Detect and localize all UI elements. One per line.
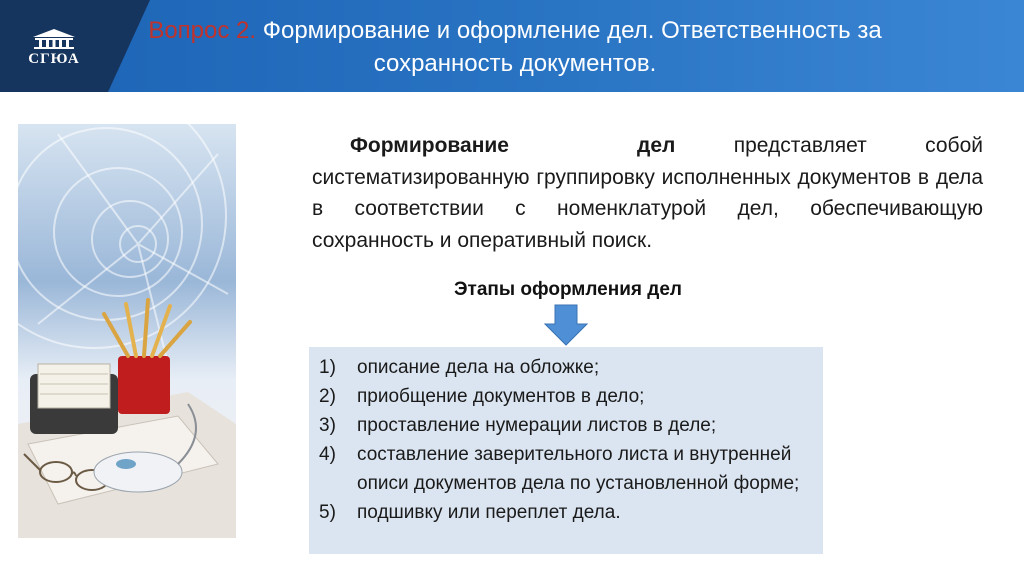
list-item <box>319 498 813 527</box>
list-item-number: 4) <box>319 444 336 465</box>
definition-line1-rest: представляет собой <box>675 134 983 157</box>
list-item <box>319 411 813 440</box>
list-item-number: 3) <box>319 415 336 436</box>
logo-text: СГЮА <box>28 51 80 67</box>
slide-header <box>0 0 1024 92</box>
list-item <box>319 440 813 498</box>
title-line-2: сохранность документов. <box>373 50 657 77</box>
list-item-number: 1) <box>319 357 336 378</box>
list-item-text: подшивку или переплет дела. <box>357 502 621 523</box>
slide-title <box>90 14 940 80</box>
list-item <box>319 382 813 411</box>
building-icon <box>31 28 77 50</box>
list-item-text: описание дела на обложке; <box>357 357 600 378</box>
list-item-number: 2) <box>319 386 336 407</box>
list-item <box>319 353 813 382</box>
logo <box>18 28 90 74</box>
title-prefix: Вопрос 2. <box>148 17 257 44</box>
list-item-text: приобщение документов в дело; <box>357 386 645 407</box>
list-item-text: проставление нумерации листов в деле; <box>357 415 717 436</box>
definition-term-2: дел <box>637 134 676 157</box>
office-illustration <box>18 124 236 538</box>
arrow-down-icon <box>544 304 588 346</box>
title-line-1: Формирование и оформление дел. Ответственность за <box>256 17 882 44</box>
stages-heading: Этапы оформления дел <box>454 279 682 300</box>
list-item-text: составление заверительного листа и внутренней описи документов дела по установленной форме; <box>357 444 800 494</box>
definition-rest: систематизированную группировку исполненных документов в дела в соответствии с номенклатурой дел, обеспечивающую сохранность и оперативный поиск. <box>312 165 983 252</box>
stages-list <box>309 347 823 554</box>
definition-term-1: Формирование <box>350 134 509 157</box>
list-item-number: 5) <box>319 502 336 523</box>
definition-paragraph <box>312 130 983 256</box>
